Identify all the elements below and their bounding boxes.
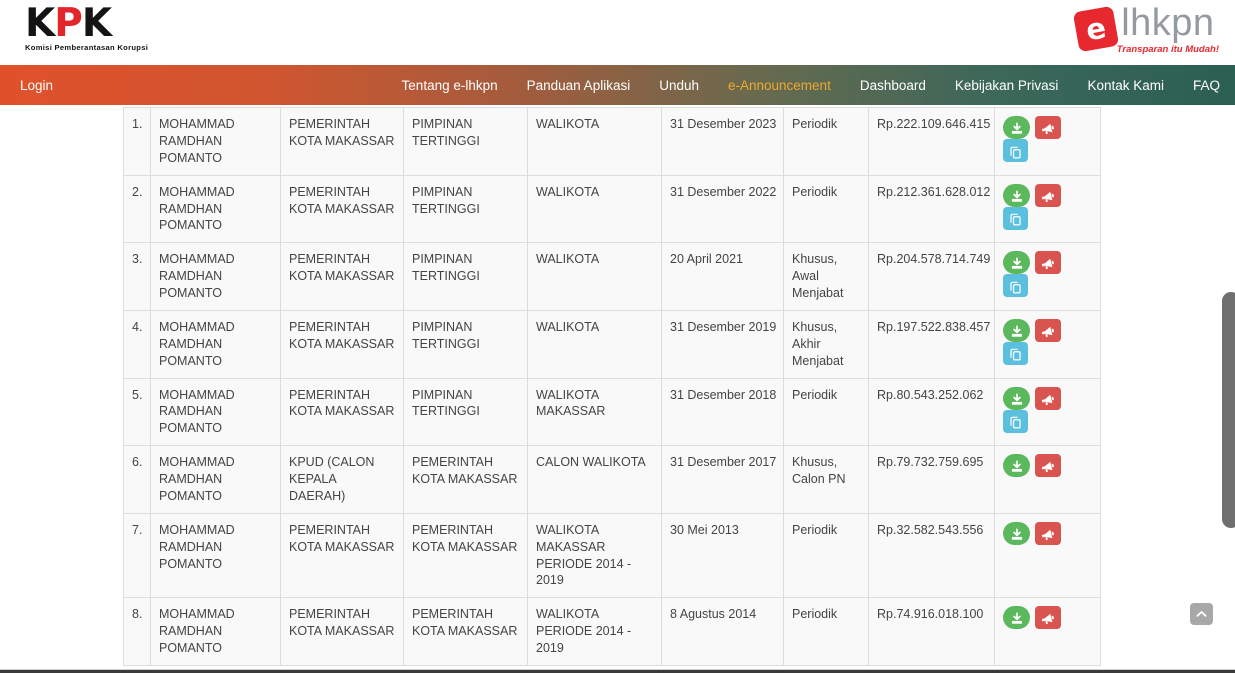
cell-date: 8 Agustus 2014 [662, 598, 784, 666]
announce-button[interactable] [1035, 251, 1061, 274]
cell-no: 6. [124, 446, 151, 514]
cell-position: CALON WALIKOTA [528, 446, 662, 514]
nav-item-panduan-aplikasi[interactable]: Panduan Aplikasi [526, 77, 631, 93]
cell-date: 31 Desember 2018 [662, 378, 784, 446]
cell-amount: Rp.212.361.628.012 [869, 175, 995, 243]
cell-no: 1. [124, 108, 151, 176]
table-row [124, 243, 1101, 311]
announce-button[interactable] [1035, 454, 1061, 477]
copy-button[interactable] [1003, 274, 1028, 297]
cell-amount: Rp.79.732.759.695 [869, 446, 995, 514]
cell-name: MOHAMMAD RAMDHAN POMANTO [151, 378, 281, 446]
scrollbar-thumb[interactable] [1222, 292, 1235, 528]
megaphone-icon [1035, 190, 1061, 204]
nav-login[interactable]: Login [20, 77, 54, 93]
megaphone-icon [1035, 325, 1061, 339]
copy-icon [1003, 146, 1028, 159]
table-row [124, 378, 1101, 446]
cell-unit: PEMERINTAH KOTA MAKASSAR [404, 598, 528, 666]
elhkpn-e-badge-icon: e [1073, 6, 1119, 52]
copy-icon [1003, 416, 1028, 429]
cell-type: Khusus, Awal Menjabat [784, 243, 869, 311]
table-row [124, 175, 1101, 243]
download-button[interactable] [1003, 387, 1030, 410]
nav-item-tentang-e-lhkpn[interactable]: Tentang e-lhkpn [401, 77, 498, 93]
cell-unit: PEMERINTAH KOTA MAKASSAR [404, 513, 528, 598]
cell-position: WALIKOTA MAKASSAR [528, 378, 662, 446]
announce-button[interactable] [1035, 387, 1061, 410]
elhkpn-logo[interactable] [1076, 4, 1219, 55]
cell-unit: PIMPINAN TERTINGGI [404, 310, 528, 378]
nav-item-dashboard[interactable]: Dashboard [859, 77, 926, 93]
cell-name: MOHAMMAD RAMDHAN POMANTO [151, 598, 281, 666]
announce-button[interactable] [1035, 522, 1061, 545]
download-icon [1003, 612, 1030, 626]
cell-position: WALIKOTA [528, 310, 662, 378]
cell-amount: Rp.74.916.018.100 [869, 598, 995, 666]
cell-actions [995, 108, 1101, 176]
cell-type: Khusus, Akhir Menjabat [784, 310, 869, 378]
table-row [124, 598, 1101, 666]
cell-type: Periodik [784, 108, 869, 176]
cell-amount: Rp.32.582.543.556 [869, 513, 995, 598]
cell-no: 8. [124, 598, 151, 666]
copy-button[interactable] [1003, 139, 1028, 162]
cell-no: 3. [124, 243, 151, 311]
cell-unit: PIMPINAN TERTINGGI [404, 108, 528, 176]
megaphone-icon [1035, 528, 1061, 542]
cell-actions [995, 513, 1101, 598]
cell-date: 31 Desember 2022 [662, 175, 784, 243]
cell-date: 20 April 2021 [662, 243, 784, 311]
cell-date: 31 Desember 2017 [662, 446, 784, 514]
cell-actions [995, 310, 1101, 378]
elhkpn-tagline: Transparan itu Mudah! [1116, 43, 1219, 55]
download-icon [1003, 257, 1030, 271]
cell-date: 31 Desember 2019 [662, 310, 784, 378]
cell-date: 30 Mei 2013 [662, 513, 784, 598]
cell-agency: PEMERINTAH KOTA MAKASSAR [281, 175, 404, 243]
cell-actions [995, 598, 1101, 666]
cell-position: WALIKOTA [528, 108, 662, 176]
cell-agency: PEMERINTAH KOTA MAKASSAR [281, 598, 404, 666]
download-button[interactable] [1003, 454, 1030, 477]
cell-amount: Rp.204.578.714.749 [869, 243, 995, 311]
announce-button[interactable] [1035, 319, 1061, 342]
cell-position: WALIKOTA [528, 243, 662, 311]
kpk-logo[interactable] [25, 1, 149, 53]
site-header [0, 0, 1235, 65]
cell-no: 2. [124, 175, 151, 243]
download-icon [1003, 528, 1030, 542]
cell-date: 31 Desember 2023 [662, 108, 784, 176]
download-button[interactable] [1003, 251, 1030, 274]
cell-position: WALIKOTA MAKASSAR PERIODE 2014 - 2019 [528, 513, 662, 598]
announcement-table-body [124, 108, 1101, 666]
download-button[interactable] [1003, 606, 1030, 629]
download-icon [1003, 325, 1030, 339]
table-row [124, 310, 1101, 378]
scroll-to-top-button[interactable] [1190, 603, 1213, 625]
copy-button[interactable] [1003, 410, 1028, 433]
cell-name: MOHAMMAD RAMDHAN POMANTO [151, 513, 281, 598]
elhkpn-wordmark: lhkpn [1121, 2, 1215, 44]
nav-item-kontak-kami[interactable]: Kontak Kami [1087, 77, 1164, 93]
cell-type: Khusus, Calon PN [784, 446, 869, 514]
cell-actions [995, 378, 1101, 446]
announce-button[interactable] [1035, 116, 1061, 139]
copy-icon [1003, 281, 1028, 294]
cell-no: 7. [124, 513, 151, 598]
kpk-subtitle: Komisi Pemberantasan Korupsi [25, 43, 149, 53]
download-icon [1003, 460, 1030, 474]
cell-name: MOHAMMAD RAMDHAN POMANTO [151, 310, 281, 378]
cell-type: Periodik [784, 175, 869, 243]
nav-item-kebijakan-privasi[interactable]: Kebijakan Privasi [954, 77, 1059, 93]
cell-agency: PEMERINTAH KOTA MAKASSAR [281, 513, 404, 598]
nav-menu [402, 78, 1220, 93]
nav-item-unduh[interactable]: Unduh [659, 77, 699, 93]
copy-button[interactable] [1003, 342, 1028, 365]
download-icon [1003, 190, 1030, 204]
cell-no: 4. [124, 310, 151, 378]
table-row [124, 108, 1101, 176]
cell-name: MOHAMMAD RAMDHAN POMANTO [151, 243, 281, 311]
cell-type: Periodik [784, 513, 869, 598]
kpk-wordmark: KPK [25, 1, 112, 46]
megaphone-icon [1035, 257, 1061, 271]
download-icon [1003, 393, 1030, 407]
chevron-up-icon [1190, 610, 1213, 618]
download-button[interactable] [1003, 184, 1030, 207]
cell-unit: PIMPINAN TERTINGGI [404, 175, 528, 243]
megaphone-icon [1035, 122, 1061, 136]
download-icon [1003, 122, 1030, 136]
table-row [124, 446, 1101, 514]
cell-amount: Rp.222.109.646.415 [869, 108, 995, 176]
cell-type: Periodik [784, 598, 869, 666]
megaphone-icon [1035, 393, 1061, 407]
cell-agency: PEMERINTAH KOTA MAKASSAR [281, 243, 404, 311]
cell-unit: PIMPINAN TERTINGGI [404, 378, 528, 446]
cell-actions [995, 446, 1101, 514]
main-navbar [0, 65, 1235, 105]
download-button[interactable] [1003, 116, 1030, 139]
announcement-table [123, 107, 1101, 666]
cell-unit: PIMPINAN TERTINGGI [404, 243, 528, 311]
cell-amount: Rp.80.543.252.062 [869, 378, 995, 446]
cell-agency: PEMERINTAH KOTA MAKASSAR [281, 310, 404, 378]
download-button[interactable] [1003, 522, 1030, 545]
table-row [124, 513, 1101, 598]
cell-no: 5. [124, 378, 151, 446]
copy-icon [1003, 348, 1028, 361]
announce-button[interactable] [1035, 184, 1061, 207]
cell-position: WALIKOTA [528, 175, 662, 243]
megaphone-icon [1035, 460, 1061, 474]
nav-item-faq[interactable]: FAQ [1192, 77, 1220, 93]
download-button[interactable] [1003, 319, 1030, 342]
announcement-table-wrap [123, 107, 1101, 666]
cell-unit: PEMERINTAH KOTA MAKASSAR [404, 446, 528, 514]
copy-button[interactable] [1003, 207, 1028, 230]
cell-amount: Rp.197.522.838.457 [869, 310, 995, 378]
announce-button[interactable] [1035, 606, 1061, 629]
bottom-bar [0, 669, 1235, 673]
cell-name: MOHAMMAD RAMDHAN POMANTO [151, 108, 281, 176]
cell-position: WALIKOTA PERIODE 2014 - 2019 [528, 598, 662, 666]
cell-agency: PEMERINTAH KOTA MAKASSAR [281, 108, 404, 176]
nav-item-e-announcement[interactable]: e-Announcement [728, 77, 831, 93]
cell-name: MOHAMMAD RAMDHAN POMANTO [151, 175, 281, 243]
cell-name: MOHAMMAD RAMDHAN POMANTO [151, 446, 281, 514]
cell-actions [995, 175, 1101, 243]
cell-agency: PEMERINTAH KOTA MAKASSAR [281, 378, 404, 446]
copy-icon [1003, 213, 1028, 226]
cell-agency: KPUD (CALON KEPALA DAERAH) [281, 446, 404, 514]
cell-actions [995, 243, 1101, 311]
megaphone-icon [1035, 612, 1061, 626]
cell-type: Periodik [784, 378, 869, 446]
